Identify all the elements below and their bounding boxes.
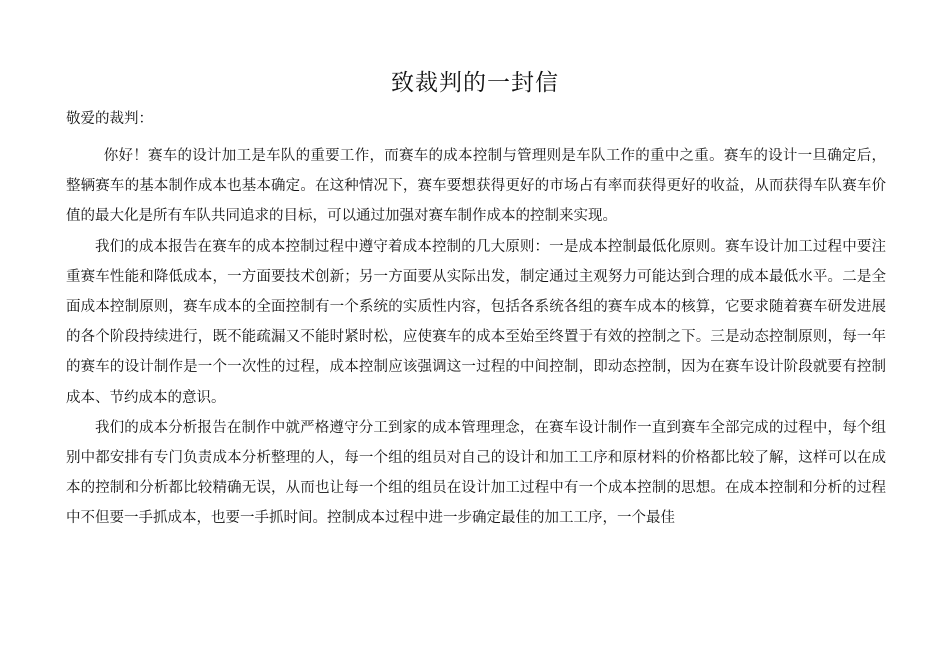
paragraph-3: 我们的成本分析报告在制作中就严格遵守分工到家的成本管理理念，在赛车设计制作一直到赛车全部完成的过程中，每个组别中都安排有专门负责成本分析整理的人，每一个组的组员对自己的设计和加工工序和原材料的价格都比较了解，这样可以在成本的控制和分析都比较精确无误，从而也让每一个组的组员在设计加工过程中有一个成本控制的思想。在成本控制和分析的过程中不但要一手抓成本，也要一手抓时间。控制成本过程中进一步确定最佳的加工工序，一个最佳 bbox=[66, 419, 886, 527]
paragraph-2: 我们的成本报告在赛车的成本控制过程中遵守着成本控制的几大原则：一是成本控制最低化原则。赛车设计加工过程中要注重赛车性能和降低成本，一方面要技术创新；另一方面要从实际出发，制定通过主观努力可能达到合理的成本最低水平。二是全面成本控制原则，赛车成本的全面控制有一个系统的实质性内容，包括各系统各组的赛车成本的核算，它要求随着赛车研发进展的各个阶段持续进行，既不能疏漏又不能时紧时松，应使赛车的成本至始至终置于有效的控制之下。三是动态控制原则，每一年的赛车的设计制作是一个一次性的过程，成本控制应该强调这一过程的中间控制，即动态控制，因为在赛车设计阶段就要有控制成本、节约成本的意识。 bbox=[66, 238, 886, 406]
letter-body bbox=[66, 141, 886, 534]
salutation: 敬爱的裁判： bbox=[66, 111, 153, 127]
letter-title: 致裁判的一封信 bbox=[391, 70, 559, 96]
paragraph-1: 你好！赛车的设计加工是车队的重要工作，而赛车的成本控制与管理则是车队工作的重中之重。赛车的设计一旦确定后，整辆赛车的基本制作成本也基本确定。在这种情况下，赛车要想获得更好的市场占有率而获得更好的收益，从而获得车队赛车价值的最大化是所有车队共同追求的目标，可以通过加强对赛车制作成本的控制来实现。 bbox=[66, 148, 886, 225]
